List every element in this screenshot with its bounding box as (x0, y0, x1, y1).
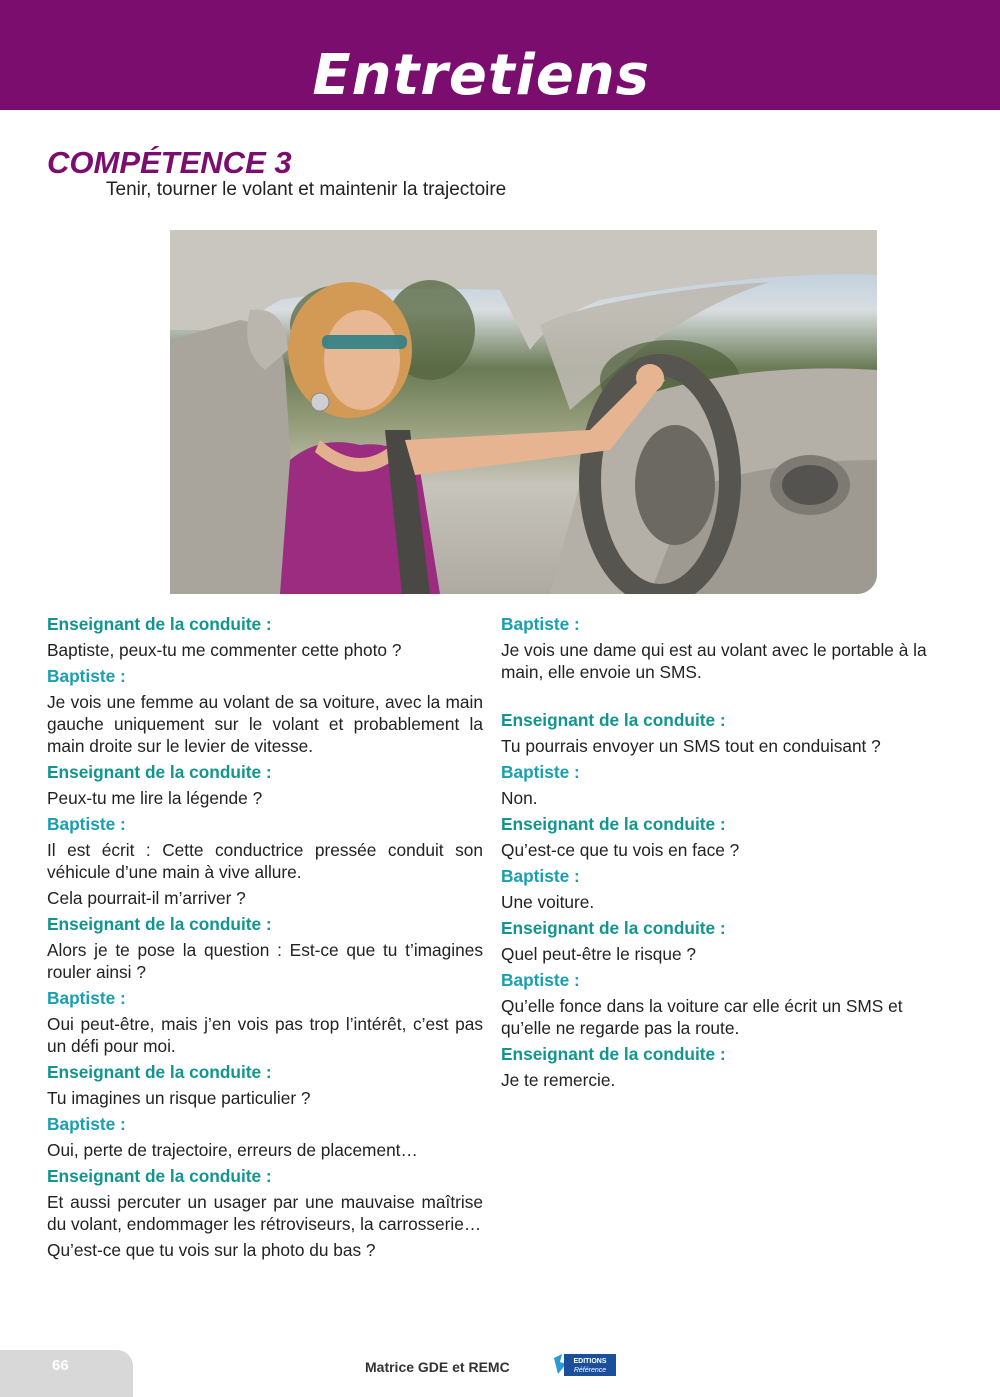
header-banner (0, 0, 1000, 110)
driver-photo (170, 230, 877, 594)
dialogue-line: Oui peut-être, mais j’en vois pas trop l’intérêt, c’est pas un défi pour moi. (47, 1014, 483, 1056)
dialogue-line: Une voiture. (501, 892, 595, 912)
speaker-label: Enseignant de la conduite : (501, 814, 726, 834)
speaker-label: Enseignant de la conduite : (501, 1044, 726, 1064)
speaker-label: Enseignant de la conduite : (47, 614, 272, 634)
speaker-label: Enseignant de la conduite : (501, 710, 726, 730)
dialogue-left-column (47, 613, 483, 1261)
speaker-label: Enseignant de la conduite : (47, 914, 272, 934)
section-subtitle: Tenir, tourner le volant et maintenir la trajectoire (106, 179, 507, 200)
speaker-label: Baptiste : (501, 614, 580, 634)
dialogue-right-column (501, 613, 937, 1091)
speaker-label: Baptiste : (47, 814, 126, 834)
dialogue-line: Qu’est-ce que tu vois sur la photo du bas ? (47, 1240, 376, 1260)
speaker-label: Baptiste : (501, 866, 580, 886)
dialogue-line: Qu’elle fonce dans la voiture car elle écrit un SMS et qu’elle ne regarde pas la route. (501, 996, 903, 1038)
dialogue-line: Il est écrit : Cette conductrice pressée conduit son véhicule d’une main à vive allure. (47, 840, 483, 882)
dialogue-line: Non. (501, 788, 538, 808)
dialogue-line: Qu’est-ce que tu vois en face ? (501, 840, 740, 860)
page-number: 66 (52, 1357, 69, 1374)
dialogue-line: Je vois une femme au volant de sa voiture, avec la main gauche uniquement sur le volant et probablement la main droite sur le levier de vitesse. (47, 692, 483, 756)
dialogue-line: Tu imagines un risque particulier ? (47, 1088, 311, 1108)
speaker-label: Baptiste : (501, 970, 580, 990)
page-title: Entretiens (312, 43, 650, 108)
publisher-logo-icon (552, 1352, 618, 1380)
speaker-label: Enseignant de la conduite : (501, 918, 726, 938)
logo-line1: EDITIONS (573, 1358, 607, 1365)
dialogue-line: Quel peut-être le risque ? (501, 944, 697, 964)
dialogue-line: Je te remercie. (501, 1070, 616, 1090)
speaker-label: Enseignant de la conduite : (47, 1166, 272, 1186)
dialogue-line: Et aussi percuter un usager par une mauvaise maîtrise du volant, endommager les rétroviseurs, la carrosserie… (47, 1192, 483, 1234)
speaker-label: Enseignant de la conduite : (47, 762, 272, 782)
speaker-label: Baptiste : (47, 1114, 126, 1134)
speaker-label: Baptiste : (47, 988, 126, 1008)
dialogue-line: Je vois une dame qui est au volant avec le portable à la main, elle envoie un SMS. (501, 640, 927, 682)
logo-line2: Référence (573, 1367, 607, 1374)
spacer (501, 683, 937, 705)
dialogue-line: Oui, perte de trajectoire, erreurs de placement… (47, 1140, 418, 1160)
dialogue-line: Tu pourrais envoyer un SMS tout en conduisant ? (501, 736, 881, 756)
dialogue-line: Baptiste, peux-tu me commenter cette photo ? (47, 640, 402, 660)
dialogue-line: Peux-tu me lire la légende ? (47, 788, 263, 808)
speaker-label: Enseignant de la conduite : (47, 1062, 272, 1082)
section-title: COMPÉTENCE 3 (47, 145, 292, 180)
dialogue-line: Alors je te pose la question : Est-ce que tu t’imagines rouler ainsi ? (47, 940, 483, 982)
dialogue-line: Cela pourrait-il m’arriver ? (47, 888, 246, 908)
speaker-label: Baptiste : (501, 762, 580, 782)
footer-text: Matrice GDE et REMC (365, 1359, 510, 1375)
speaker-label: Baptiste : (47, 666, 126, 686)
